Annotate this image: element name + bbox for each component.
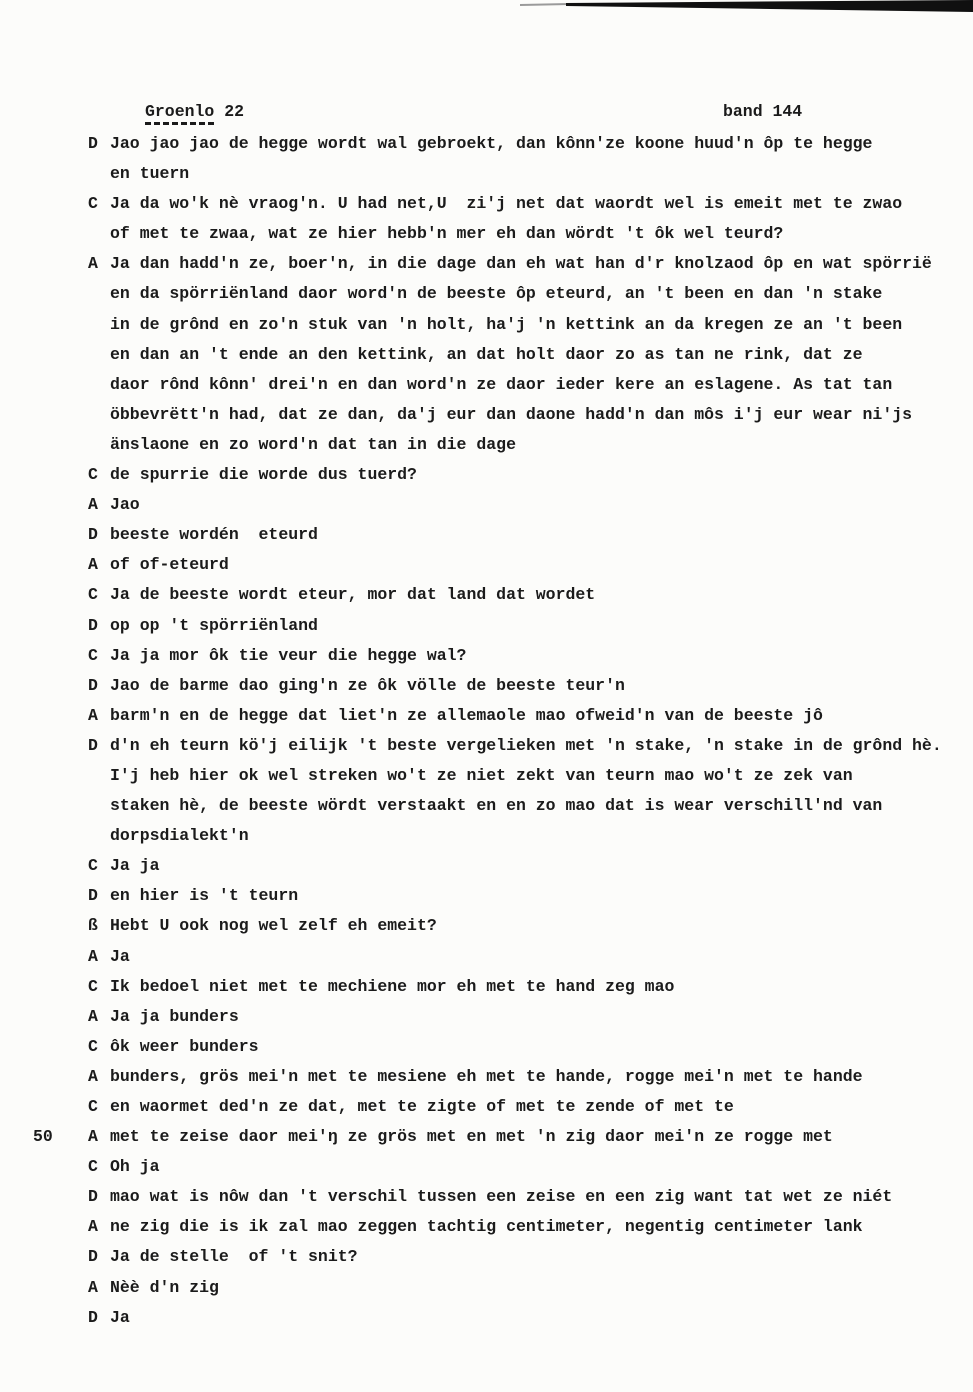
line-text: Oh ja xyxy=(110,1157,160,1177)
speaker-label: C xyxy=(88,1036,98,1056)
transcript-line xyxy=(0,731,973,761)
line-text: dorpsdialekt'n xyxy=(110,826,249,846)
line-text: Ik bedoel niet met te mechiene mor eh met te hand zeg mao xyxy=(110,976,675,996)
speaker-label: D xyxy=(88,134,98,153)
transcript-line xyxy=(0,1182,973,1212)
transcript-line xyxy=(0,972,973,1002)
transcript-line xyxy=(0,1032,973,1062)
transcript xyxy=(0,129,973,1333)
line-text: Jao jao jao de hegge wordt wal gebroekt, dan kônn'ze koone huud'n ôp te hegge xyxy=(110,134,873,153)
transcript-line xyxy=(0,611,973,641)
transcript-line xyxy=(0,1242,973,1272)
line-text: mao wat is nôw dan 't verschil tussen een zeise en een zig want tat wet ze niét xyxy=(110,1187,893,1207)
line-text: en waormet ded'n ze dat, met te zigte of met te zende of met te xyxy=(110,1097,734,1116)
transcript-line xyxy=(0,881,973,911)
speaker-label: A xyxy=(88,1066,98,1086)
speaker-label: D xyxy=(88,735,98,755)
document-title-number: 22 xyxy=(214,102,245,121)
line-text: Ja xyxy=(110,1307,130,1327)
line-text: of of-eteurd xyxy=(110,555,229,575)
line-text: daor rônd kônn' drei'n en dan word'n ze daor ieder kere an eslagene. As tat tan xyxy=(110,374,893,394)
line-text: Jao xyxy=(110,495,140,515)
line-text: en dan an 't ende an den kettink, an dat holt daor zo as tan ne rink, dat ze xyxy=(110,344,863,364)
speaker-label: D xyxy=(88,1187,98,1207)
speaker-label: A xyxy=(88,1217,98,1237)
band-label: band 144 xyxy=(723,102,803,121)
speaker-label: A xyxy=(88,1277,98,1297)
transcript-line xyxy=(0,249,973,279)
line-text: Ja ja bunders xyxy=(110,1006,239,1026)
line-text: ôk weer bunders xyxy=(110,1036,259,1056)
speaker-label: A xyxy=(88,1006,98,1026)
transcript-line xyxy=(0,1002,973,1032)
line-text: Ja de beeste wordt eteur, mor dat land dat wordet xyxy=(110,585,596,605)
speaker-label: C xyxy=(88,856,98,876)
transcript-line xyxy=(0,490,973,520)
speaker-label: D xyxy=(88,1247,98,1267)
speaker-label: C xyxy=(88,976,98,996)
line-text: op op 't spörriënland xyxy=(110,615,318,635)
line-text: barm'n en de hegge dat liet'n ze allemaole mao ofweid'n van de beeste jô xyxy=(110,705,823,725)
transcript-line xyxy=(0,129,973,159)
transcript-line xyxy=(0,159,973,189)
transcript-line xyxy=(0,761,973,791)
transcript-line xyxy=(0,1303,973,1333)
speaker-label: ß xyxy=(88,916,98,936)
transcript-line xyxy=(0,1152,973,1182)
speaker-label: C xyxy=(88,645,98,665)
line-text: Jao de barme dao ging'n ze ôk völle de beeste teur'n xyxy=(110,675,625,695)
transcript-line xyxy=(0,791,973,821)
line-text: beeste wordén eteurd xyxy=(110,525,318,545)
line-text: of met te zwaa, wat ze hier hebb'n mer eh dan wördt 't ôk wel teurd? xyxy=(110,224,784,244)
scan-artifact-bar xyxy=(0,0,973,14)
speaker-label: C xyxy=(88,585,98,605)
transcript-line xyxy=(0,671,973,701)
transcript-line xyxy=(0,310,973,340)
line-text: Ja de stelle of 't snit? xyxy=(110,1247,358,1267)
speaker-label: A xyxy=(88,1127,98,1147)
transcript-line xyxy=(0,580,973,610)
document-title xyxy=(145,102,244,125)
transcript-line xyxy=(0,1212,973,1242)
transcript-line xyxy=(0,641,973,671)
speaker-label: A xyxy=(88,254,98,274)
line-text: I'j heb hier ok wel streken wo't ze niet zekt van teurn mao wo't ze zek van xyxy=(110,765,853,785)
margin-line-number: 50 xyxy=(33,1127,53,1147)
speaker-label: A xyxy=(88,705,98,725)
transcript-line xyxy=(0,1122,973,1152)
transcript-line xyxy=(0,189,973,219)
transcript-line xyxy=(0,520,973,550)
transcript-line xyxy=(0,460,973,490)
speaker-label: D xyxy=(88,615,98,635)
transcript-line xyxy=(0,430,973,460)
line-text: Hebt U ook nog wel zelf eh emeit? xyxy=(110,916,437,936)
speaker-label: D xyxy=(88,525,98,545)
transcript-line xyxy=(0,701,973,731)
transcript-line xyxy=(0,340,973,370)
transcript-line xyxy=(0,911,973,941)
speaker-label: C xyxy=(88,1097,98,1116)
line-text: en tuern xyxy=(110,164,190,184)
line-text: öbbevrëtt'n had, dat ze dan, da'j eur dan daone hadd'n dan môs i'j eur wear ni'js xyxy=(110,404,913,424)
transcript-line xyxy=(0,219,973,249)
document-title-place: Groenlo xyxy=(145,102,214,125)
transcript-line xyxy=(0,1062,973,1092)
line-text: in de grônd en zo'n stuk van 'n holt, ha'j 'n kettink an da kregen ze an 't been xyxy=(110,314,903,334)
speaker-label: A xyxy=(88,946,98,966)
transcript-line xyxy=(0,400,973,430)
line-text: met te zeise daor mei'ŋ ze grös met en met 'n zig daor mei'n ze rogge met xyxy=(110,1127,833,1147)
line-text: Nèè d'n zig xyxy=(110,1277,219,1297)
speaker-label: D xyxy=(88,675,98,695)
line-text: Ja da wo'k nè vraog'n. U had net,U zi'j net dat waordt wel is emeit met te zwao xyxy=(110,194,903,214)
speaker-label: D xyxy=(88,886,98,906)
line-text: ne zig die is ik zal mao zeggen tachtig centimeter, negentig centimeter lank xyxy=(110,1217,863,1237)
transcript-line xyxy=(0,1092,973,1122)
transcript-line xyxy=(0,821,973,851)
speaker-label: A xyxy=(88,555,98,575)
transcript-line xyxy=(0,1273,973,1303)
transcript-line xyxy=(0,550,973,580)
line-text: bunders, grös mei'n met te mesiene eh met te hande, rogge mei'n met te hande xyxy=(110,1066,863,1086)
speaker-label: C xyxy=(88,194,98,214)
line-text: Ja ja xyxy=(110,856,160,876)
transcript-line xyxy=(0,279,973,309)
speaker-label: A xyxy=(88,495,98,515)
transcript-line xyxy=(0,942,973,972)
line-text: en hier is 't teurn xyxy=(110,886,299,906)
line-text: de spurrie die worde dus tuerd? xyxy=(110,465,417,485)
transcript-line xyxy=(0,851,973,881)
line-text: d'n eh teurn kö'j eilijk 't beste vergelieken met 'n stake, 'n stake in de grônd hè. xyxy=(110,735,942,755)
line-text: änslaone en zo word'n dat tan in die dage xyxy=(110,434,516,454)
line-text: Ja dan hadd'n ze, boer'n, in die dage dan eh wat han d'r knolzaod ôp en wat spörrië xyxy=(110,254,932,274)
transcript-line xyxy=(0,370,973,400)
line-text: staken hè, de beeste wördt verstaakt en en zo mao dat is wear verschill'nd van xyxy=(110,796,883,816)
speaker-label: D xyxy=(88,1307,98,1327)
speaker-label: C xyxy=(88,1157,98,1177)
line-text: en da spörriënland daor word'n de beeste ôp eteurd, an 't been en dan 'n stake xyxy=(110,284,883,304)
line-text: Ja ja mor ôk tie veur die hegge wal? xyxy=(110,645,467,665)
speaker-label: C xyxy=(88,465,98,485)
line-text: Ja xyxy=(110,946,130,966)
